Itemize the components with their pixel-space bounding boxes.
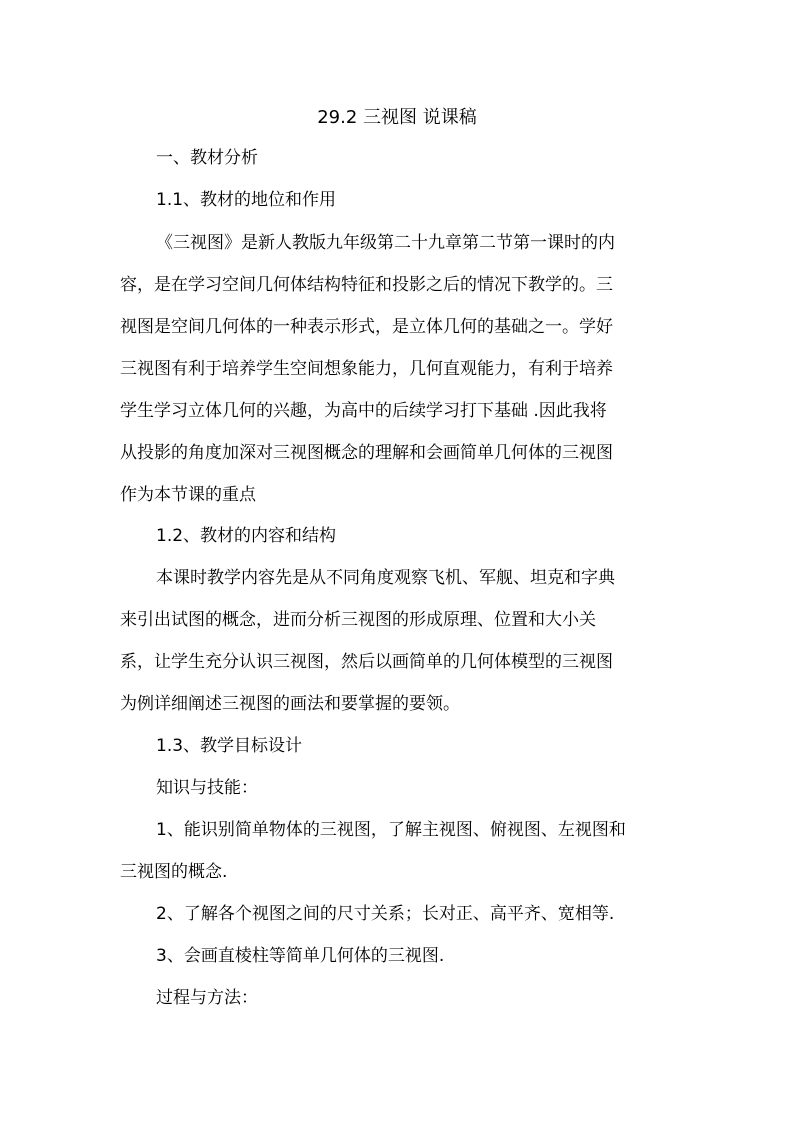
paragraph-line: 从投影的角度加深对三视图概念的理解和会画简单几何体的三视图: [120, 443, 613, 463]
paragraph-line: 作为本节课的重点: [120, 485, 256, 505]
goal-item: 1、能识别简单物体的三视图，了解主视图、俯视图、左视图和: [156, 820, 626, 840]
paragraph-line: 《三视图》是新人教版九年级第二十九章第二节第一课时的内: [156, 233, 615, 253]
subsection-heading-content-structure: 1.2、教材的内容和结构: [156, 526, 337, 546]
subsection-heading-status-role: 1.1、教材的地位和作用: [156, 190, 337, 210]
goal-category-knowledge-skills: 知识与技能：: [156, 778, 258, 798]
paragraph-line: 学生学习立体几何的兴趣，为高中的后续学习打下基础 .因此我将: [120, 401, 607, 421]
paragraph-line: 本课时教学内容先是从不同角度观察飞机、军舰、坦克和字典: [156, 568, 615, 588]
goal-item: 2、了解各个视图之间的尺寸关系；长对正、高平齐、宽相等.: [156, 904, 615, 924]
goal-category-process-method: 过程与方法：: [156, 988, 258, 1008]
paragraph-line: 容，是在学习空间几何体结构特征和投影之后的情况下教学的。三: [120, 275, 613, 295]
paragraph-line: 三视图有利于培养学生空间想象能力，几何直观能力，有利于培养: [120, 359, 613, 379]
paragraph-line: 来引出试图的概念，进而分析三视图的形成原理、位置和大小关: [120, 610, 596, 630]
paragraph-line: 系，让学生充分认识三视图，然后以画简单的几何体模型的三视图: [120, 652, 613, 672]
goal-item-continuation: 三视图的概念.: [120, 862, 228, 882]
subsection-heading-teaching-goals: 1.3、教学目标设计: [156, 736, 303, 756]
paragraph-line: 为例详细阐述三视图的画法和要掌握的要领。: [120, 694, 460, 714]
goal-item: 3、会画直棱柱等简单几何体的三视图.: [156, 946, 445, 966]
page-title: 29.2 三视图 说课稿: [317, 107, 477, 128]
section-heading-textbook-analysis: 一、教材分析: [156, 148, 258, 168]
paragraph-line: 视图是空间几何体的一种表示形式，是立体几何的基础之一。学好: [120, 317, 613, 337]
